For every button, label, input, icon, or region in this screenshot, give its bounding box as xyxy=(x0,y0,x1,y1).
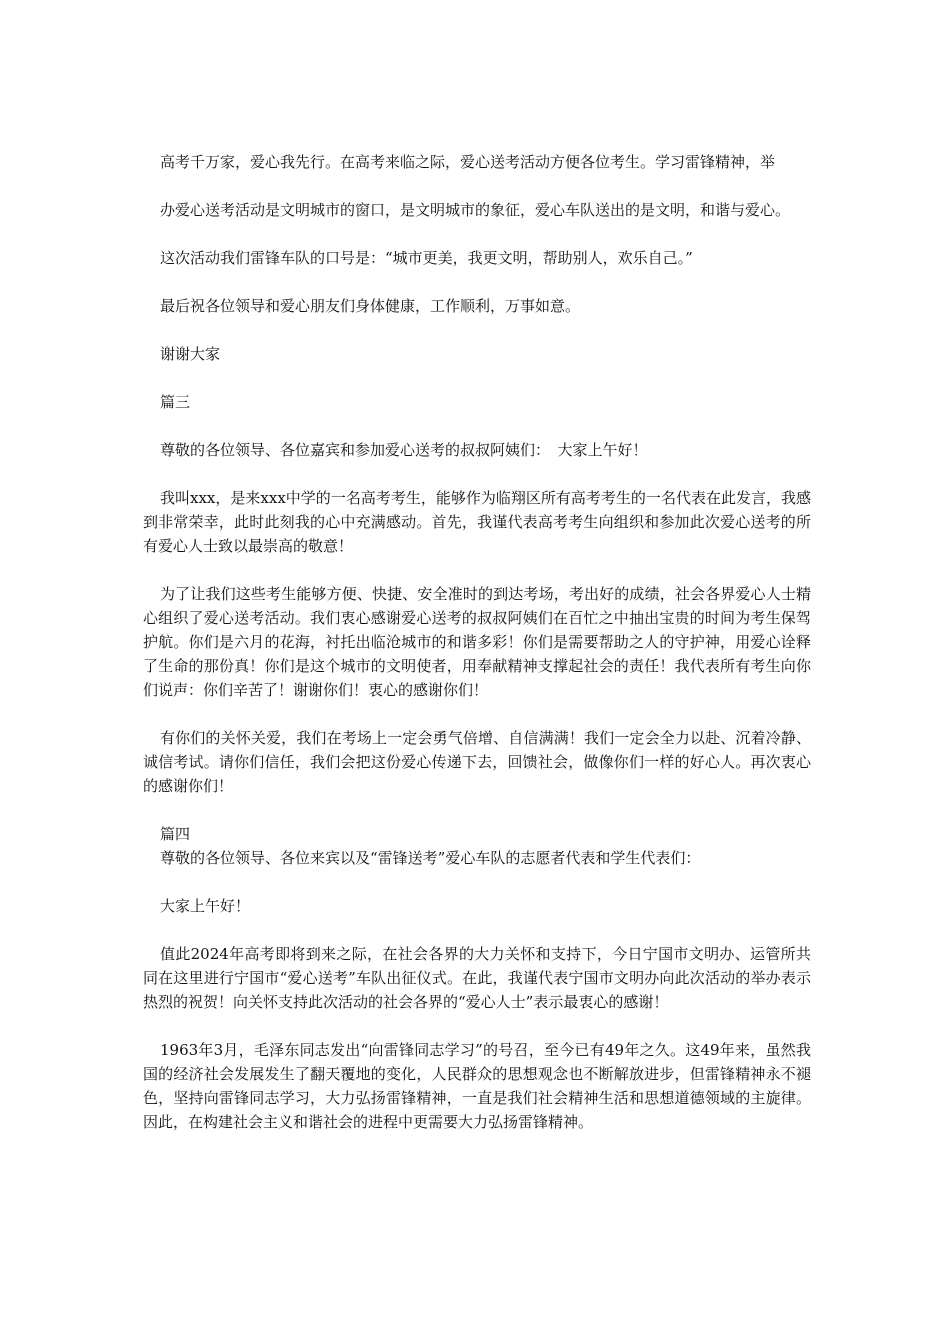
section-heading-3: 篇三 xyxy=(160,393,191,411)
paragraph-2: 办爱心送考活动是文明城市的窗口，是文明城市的象征，爱心车队送出的是文明，和谐与爱心。 xyxy=(160,201,791,219)
paragraph-1: 高考千万家，爱心我先行。在高考来临之际，爱心送考活动方便各位考生。学习雷锋精神，举 xyxy=(160,153,776,171)
paragraph-8: 我叫xxx，是来xxx中学的一名高考考生，能够作为临翔区所有高考考生的一名代表在此发言，我感到非常荣幸，此时此刻我的心中充满感动。首先，我谨代表高考考生向组织和参加此次爱心送考的所有爱心人士致以最崇高的敬意！ xyxy=(143,489,811,555)
paragraph-7: 尊敬的各位领导、各位嘉宾和参加爱心送考的叔叔阿姨们： 大家上午好！ xyxy=(160,441,648,459)
paragraph-13: 大家上午好！ xyxy=(160,897,251,915)
paragraph-4: 最后祝各位领导和爱心朋友们身体健康，工作顺利，万事如意。 xyxy=(160,297,581,315)
document-body xyxy=(143,150,811,1134)
paragraph-10: 有你们的关怀关爱，我们在考场上一定会勇气倍增、自信满满！我们一定会全力以赴、沉着冷静、诚信考试。请你们信任，我们会把这份爱心传递下去，回馈社会，做像你们一样的好心人。再次衷心的感谢你们！ xyxy=(143,729,811,795)
paragraph-15: 1963年3月，毛泽东同志发出“向雷锋同志学习”的号召，至今已有49年之久。这49年来，虽然我国的经济社会发展发生了翻天覆地的变化，人民群众的思想观念也不断解放进步，但雷锋精神永不褪色，坚持向雷锋同志学习，大力弘扬雷锋精神，一直是我们社会精神生活和思想道德领域的主旋律。因此，在构建社会主义和谐社会的进程中更需要大力弘扬雷锋精神。 xyxy=(143,1041,811,1131)
paragraph-5: 谢谢大家 xyxy=(160,345,221,363)
section-heading-4: 篇四 xyxy=(160,825,191,843)
paragraph-14: 值此2024年高考即将到来之际，在社会各界的大力关怀和支持下，今日宁国市文明办、运管所共同在这里进行宁国市“爱心送考”车队出征仪式。在此，我谨代表宁国市文明办向此次活动的举办表示热烈的祝贺！向关怀支持此次活动的社会各界的“爱心人士”表示最衷心的感谢！ xyxy=(143,945,811,1011)
paragraph-12: 尊敬的各位领导、各位来宾以及“雷锋送考”爱心车队的志愿者代表和学生代表们： xyxy=(160,849,701,867)
paragraph-9: 为了让我们这些考生能够方便、快捷、安全准时的到达考场，考出好的成绩，社会各界爱心人士精心组织了爱心送考活动。我们衷心感谢爱心送考的叔叔阿姨们在百忙之中抽出宝贵的时间为考生保驾护航。你们是六月的花海，衬托出临沧城市的和谐多彩！你们是需要帮助之人的守护神，用爱心诠释了生命的那份真！你们是这个城市的文明使者，用奉献精神支撑起社会的责任！我代表所有考生向你们说声：你们辛苦了！谢谢你们！衷心的感谢你们！ xyxy=(143,585,811,699)
paragraph-3: 这次活动我们雷锋车队的口号是：“城市更美，我更文明，帮助别人，欢乐自己。” xyxy=(160,249,693,267)
